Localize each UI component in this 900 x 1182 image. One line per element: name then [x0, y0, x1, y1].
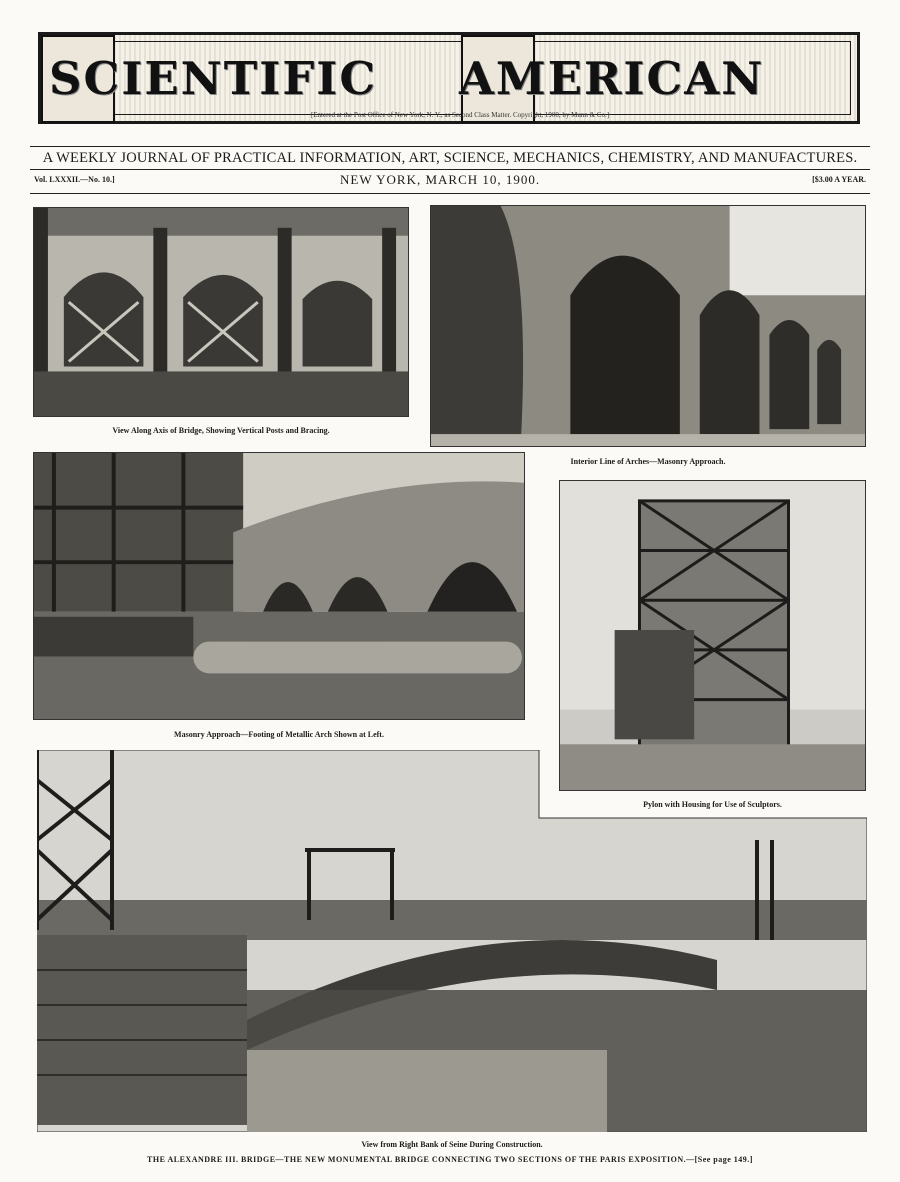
photo-construction-view: [37, 750, 867, 1132]
photo-masonry-approach: [33, 452, 525, 720]
photo-pylon: [559, 480, 866, 791]
subtitle: A WEEKLY JOURNAL OF PRACTICAL INFORMATION, ART, SCIENCE, MECHANICS, CHEMISTRY, AND MANUFACTURES.: [42, 150, 858, 166]
caption-photo3: Masonry Approach—Footing of Metallic Arch Shown at Left.: [174, 730, 384, 739]
footer-title: THE ALEXANDRE III. BRIDGE—THE NEW MONUMENTAL BRIDGE CONNECTING TWO SECTIONS OF THE PARIS EXPOSITION.—[See page 149.]: [147, 1155, 753, 1164]
divider: [30, 193, 870, 194]
caption-photo1: View Along Axis of Bridge, Showing Vertical Posts and Bracing.: [112, 426, 330, 435]
masthead-title-american: AMERICAN: [459, 52, 765, 105]
divider: [30, 169, 870, 170]
price: [$3.00 A YEAR.: [812, 175, 866, 184]
volume-number: Vol. LXXXII.—No. 10.]: [34, 175, 115, 184]
photo-bridge-axis: [33, 207, 409, 417]
caption-photo4: Pylon with Housing for Use of Sculptors.: [643, 800, 782, 809]
photo-masonry-arches: [430, 205, 866, 447]
caption-photo2: Interior Line of Arches—Masonry Approach.: [570, 457, 726, 466]
divider: [30, 146, 870, 147]
masthead-title-scientific: SCIENTIFIC: [49, 52, 378, 105]
place-date: NEW YORK, MARCH 10, 1900.: [340, 172, 541, 187]
copyright-line: [Entered at the Post Office of New York, N. Y., as Second Class Matter. Copyright, 1900, by Munn & Co.]: [310, 111, 610, 119]
caption-photo5: View from Right Bank of Seine During Construction.: [361, 1140, 543, 1149]
